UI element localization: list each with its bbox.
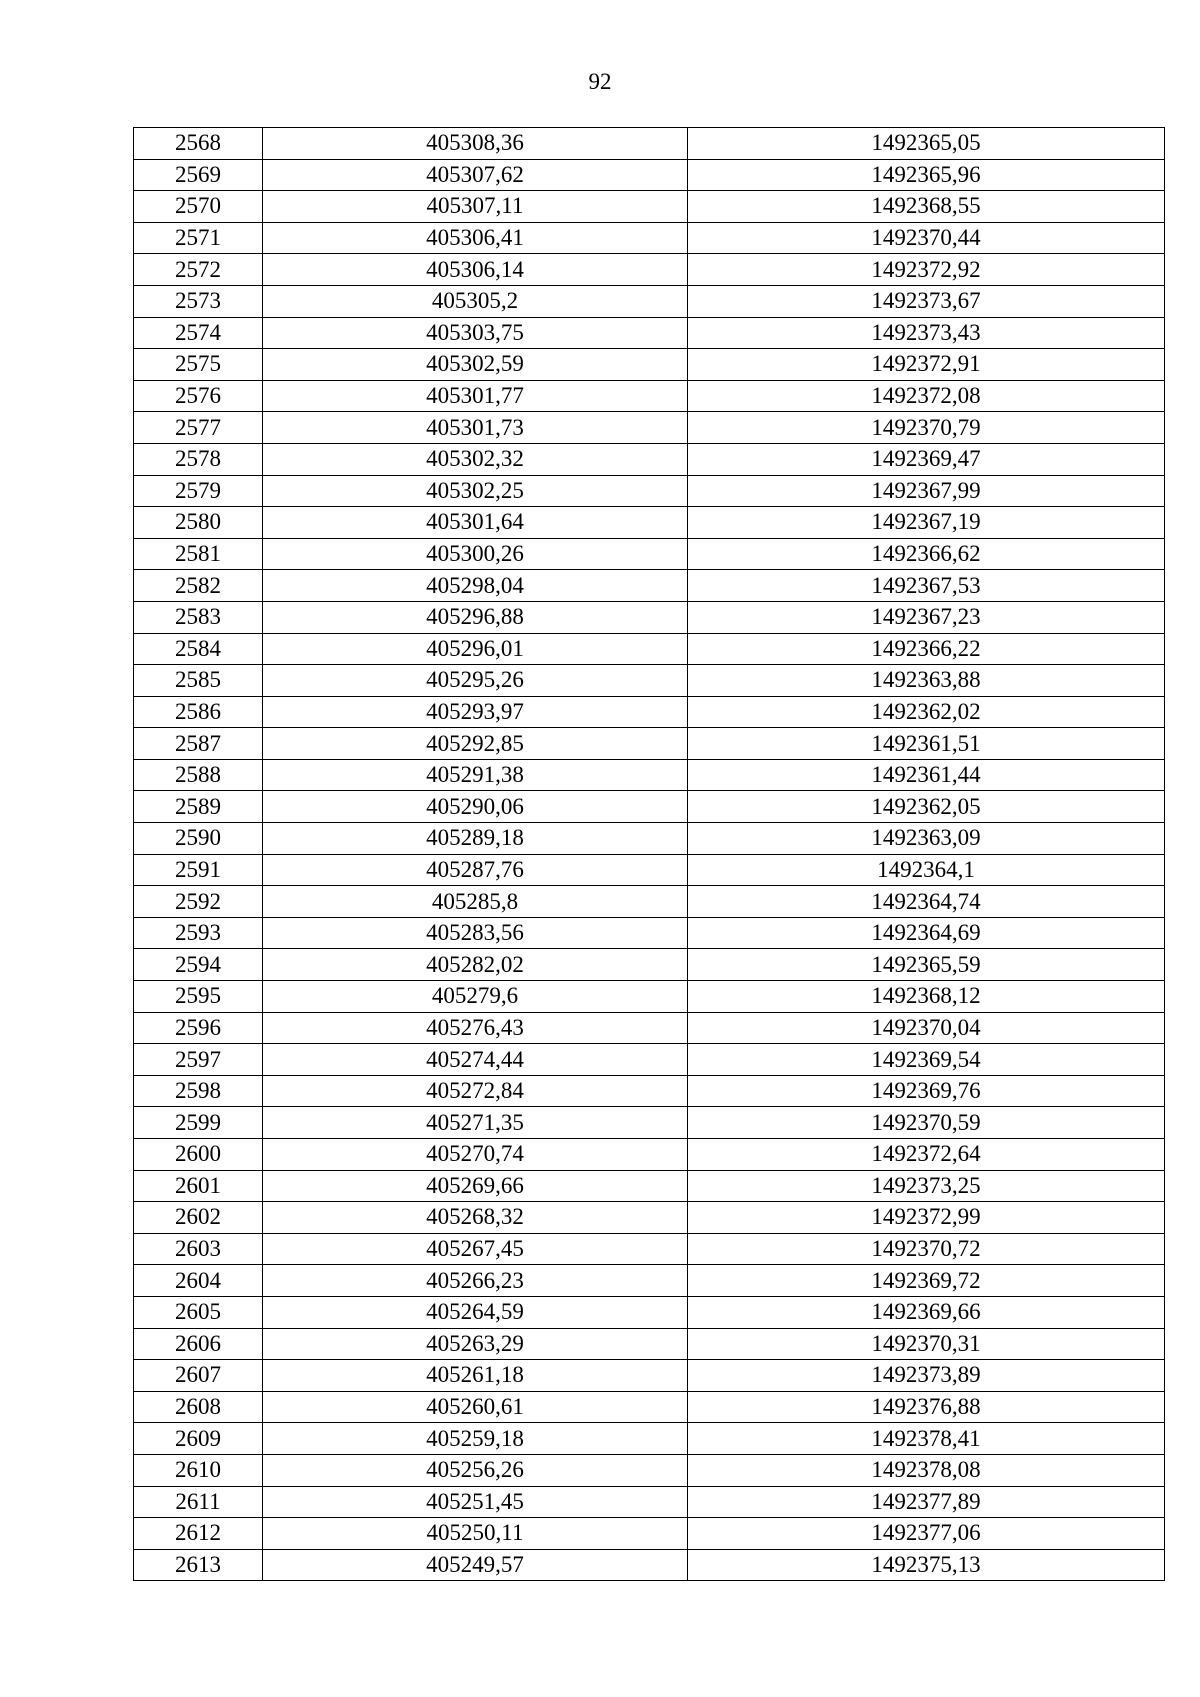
y-coordinate-cell: 1492362,02 [688, 696, 1165, 728]
point-number-cell: 2581 [134, 538, 263, 570]
table-row [134, 1044, 1165, 1076]
x-coordinate-cell: 405260,61 [263, 1391, 688, 1423]
y-coordinate-cell: 1492377,06 [688, 1518, 1165, 1550]
point-number-cell: 2612 [134, 1518, 263, 1550]
point-number-cell: 2596 [134, 1012, 263, 1044]
table-row [134, 538, 1165, 570]
table-row [134, 507, 1165, 539]
point-number-cell: 2574 [134, 317, 263, 349]
y-coordinate-cell: 1492368,12 [688, 981, 1165, 1013]
x-coordinate-cell: 405270,74 [263, 1139, 688, 1171]
table-row [134, 222, 1165, 254]
x-coordinate-cell: 405251,45 [263, 1486, 688, 1518]
y-coordinate-cell: 1492362,05 [688, 791, 1165, 823]
point-number-cell: 2603 [134, 1233, 263, 1265]
y-coordinate-cell: 1492378,41 [688, 1423, 1165, 1455]
y-coordinate-cell: 1492370,04 [688, 1012, 1165, 1044]
y-coordinate-cell: 1492377,89 [688, 1486, 1165, 1518]
x-coordinate-cell: 405264,59 [263, 1296, 688, 1328]
y-coordinate-cell: 1492365,59 [688, 949, 1165, 981]
x-coordinate-cell: 405272,84 [263, 1075, 688, 1107]
table-row [134, 728, 1165, 760]
y-coordinate-cell: 1492370,59 [688, 1107, 1165, 1139]
point-number-cell: 2613 [134, 1549, 263, 1581]
x-coordinate-cell: 405295,26 [263, 665, 688, 697]
point-number-cell: 2605 [134, 1296, 263, 1328]
table-row [134, 949, 1165, 981]
y-coordinate-cell: 1492364,1 [688, 854, 1165, 886]
point-number-cell: 2572 [134, 254, 263, 286]
x-coordinate-cell: 405271,35 [263, 1107, 688, 1139]
x-coordinate-cell: 405307,11 [263, 191, 688, 223]
point-number-cell: 2598 [134, 1075, 263, 1107]
x-coordinate-cell: 405274,44 [263, 1044, 688, 1076]
table-row [134, 1391, 1165, 1423]
x-coordinate-cell: 405292,85 [263, 728, 688, 760]
y-coordinate-cell: 1492369,76 [688, 1075, 1165, 1107]
x-coordinate-cell: 405261,18 [263, 1360, 688, 1392]
x-coordinate-cell: 405306,14 [263, 254, 688, 286]
x-coordinate-cell: 405308,36 [263, 128, 688, 160]
point-number-cell: 2580 [134, 507, 263, 539]
x-coordinate-cell: 405256,26 [263, 1454, 688, 1486]
x-coordinate-cell: 405301,77 [263, 380, 688, 412]
y-coordinate-cell: 1492373,25 [688, 1170, 1165, 1202]
point-number-cell: 2592 [134, 886, 263, 918]
table-row [134, 570, 1165, 602]
point-number-cell: 2573 [134, 285, 263, 317]
x-coordinate-cell: 405269,66 [263, 1170, 688, 1202]
x-coordinate-cell: 405298,04 [263, 570, 688, 602]
point-number-cell: 2583 [134, 601, 263, 633]
point-number-cell: 2576 [134, 380, 263, 412]
y-coordinate-cell: 1492370,31 [688, 1328, 1165, 1360]
y-coordinate-cell: 1492365,96 [688, 159, 1165, 191]
y-coordinate-cell: 1492370,79 [688, 412, 1165, 444]
table-row [134, 1233, 1165, 1265]
point-number-cell: 2568 [134, 128, 263, 160]
x-coordinate-cell: 405296,01 [263, 633, 688, 665]
y-coordinate-cell: 1492367,19 [688, 507, 1165, 539]
x-coordinate-cell: 405302,59 [263, 349, 688, 381]
table-row [134, 1075, 1165, 1107]
table-row [134, 1328, 1165, 1360]
table-row [134, 1107, 1165, 1139]
y-coordinate-cell: 1492361,44 [688, 759, 1165, 791]
x-coordinate-cell: 405303,75 [263, 317, 688, 349]
y-coordinate-cell: 1492376,88 [688, 1391, 1165, 1423]
y-coordinate-cell: 1492364,74 [688, 886, 1165, 918]
y-coordinate-cell: 1492378,08 [688, 1454, 1165, 1486]
y-coordinate-cell: 1492361,51 [688, 728, 1165, 760]
table-row [134, 254, 1165, 286]
x-coordinate-cell: 405282,02 [263, 949, 688, 981]
y-coordinate-cell: 1492369,66 [688, 1296, 1165, 1328]
x-coordinate-cell: 405285,8 [263, 886, 688, 918]
point-number-cell: 2609 [134, 1423, 263, 1455]
point-number-cell: 2602 [134, 1202, 263, 1234]
table-row [134, 1486, 1165, 1518]
table-row [134, 633, 1165, 665]
table-row [134, 1170, 1165, 1202]
table-row [134, 759, 1165, 791]
x-coordinate-cell: 405259,18 [263, 1423, 688, 1455]
y-coordinate-cell: 1492373,89 [688, 1360, 1165, 1392]
point-number-cell: 2591 [134, 854, 263, 886]
y-coordinate-cell: 1492364,69 [688, 917, 1165, 949]
table-row [134, 1202, 1165, 1234]
x-coordinate-cell: 405302,25 [263, 475, 688, 507]
table-row [134, 886, 1165, 918]
table-row [134, 159, 1165, 191]
table-row [134, 1265, 1165, 1297]
table-row [134, 1139, 1165, 1171]
y-coordinate-cell: 1492363,09 [688, 823, 1165, 855]
y-coordinate-cell: 1492363,88 [688, 665, 1165, 697]
x-coordinate-cell: 405276,43 [263, 1012, 688, 1044]
x-coordinate-cell: 405302,32 [263, 443, 688, 475]
y-coordinate-cell: 1492372,91 [688, 349, 1165, 381]
x-coordinate-cell: 405289,18 [263, 823, 688, 855]
x-coordinate-cell: 405287,76 [263, 854, 688, 886]
table-row [134, 191, 1165, 223]
point-number-cell: 2601 [134, 1170, 263, 1202]
table-row [134, 791, 1165, 823]
y-coordinate-cell: 1492370,72 [688, 1233, 1165, 1265]
table-row [134, 1012, 1165, 1044]
table-row [134, 1360, 1165, 1392]
x-coordinate-cell: 405279,6 [263, 981, 688, 1013]
y-coordinate-cell: 1492369,72 [688, 1265, 1165, 1297]
point-number-cell: 2611 [134, 1486, 263, 1518]
table-row [134, 981, 1165, 1013]
table-row [134, 443, 1165, 475]
table-row [134, 823, 1165, 855]
x-coordinate-cell: 405250,11 [263, 1518, 688, 1550]
x-coordinate-cell: 405305,2 [263, 285, 688, 317]
point-number-cell: 2582 [134, 570, 263, 602]
y-coordinate-cell: 1492367,99 [688, 475, 1165, 507]
table-row [134, 128, 1165, 160]
point-number-cell: 2590 [134, 823, 263, 855]
y-coordinate-cell: 1492372,99 [688, 1202, 1165, 1234]
table-row [134, 412, 1165, 444]
point-number-cell: 2593 [134, 917, 263, 949]
table-row [134, 475, 1165, 507]
coordinates-table [133, 127, 1165, 1581]
table-row [134, 1296, 1165, 1328]
point-number-cell: 2569 [134, 159, 263, 191]
point-number-cell: 2584 [134, 633, 263, 665]
page-number: 92 [588, 69, 612, 94]
x-coordinate-cell: 405266,23 [263, 1265, 688, 1297]
point-number-cell: 2570 [134, 191, 263, 223]
x-coordinate-cell: 405301,73 [263, 412, 688, 444]
table-row [134, 380, 1165, 412]
point-number-cell: 2586 [134, 696, 263, 728]
point-number-cell: 2571 [134, 222, 263, 254]
x-coordinate-cell: 405293,97 [263, 696, 688, 728]
x-coordinate-cell: 405291,38 [263, 759, 688, 791]
point-number-cell: 2599 [134, 1107, 263, 1139]
y-coordinate-cell: 1492375,13 [688, 1549, 1165, 1581]
point-number-cell: 2588 [134, 759, 263, 791]
table-row [134, 317, 1165, 349]
x-coordinate-cell: 405307,62 [263, 159, 688, 191]
y-coordinate-cell: 1492366,62 [688, 538, 1165, 570]
y-coordinate-cell: 1492369,54 [688, 1044, 1165, 1076]
y-coordinate-cell: 1492369,47 [688, 443, 1165, 475]
table-row [134, 349, 1165, 381]
point-number-cell: 2594 [134, 949, 263, 981]
table-row [134, 1518, 1165, 1550]
x-coordinate-cell: 405249,57 [263, 1549, 688, 1581]
y-coordinate-cell: 1492365,05 [688, 128, 1165, 160]
x-coordinate-cell: 405268,32 [263, 1202, 688, 1234]
point-number-cell: 2607 [134, 1360, 263, 1392]
table-row [134, 601, 1165, 633]
y-coordinate-cell: 1492368,55 [688, 191, 1165, 223]
x-coordinate-cell: 405296,88 [263, 601, 688, 633]
point-number-cell: 2608 [134, 1391, 263, 1423]
y-coordinate-cell: 1492367,23 [688, 601, 1165, 633]
table-row [134, 696, 1165, 728]
y-coordinate-cell: 1492373,67 [688, 285, 1165, 317]
point-number-cell: 2578 [134, 443, 263, 475]
point-number-cell: 2606 [134, 1328, 263, 1360]
point-number-cell: 2595 [134, 981, 263, 1013]
x-coordinate-cell: 405300,26 [263, 538, 688, 570]
point-number-cell: 2585 [134, 665, 263, 697]
y-coordinate-cell: 1492367,53 [688, 570, 1165, 602]
point-number-cell: 2604 [134, 1265, 263, 1297]
point-number-cell: 2589 [134, 791, 263, 823]
table-row [134, 285, 1165, 317]
x-coordinate-cell: 405290,06 [263, 791, 688, 823]
y-coordinate-cell: 1492372,64 [688, 1139, 1165, 1171]
y-coordinate-cell: 1492370,44 [688, 222, 1165, 254]
table-row [134, 1454, 1165, 1486]
point-number-cell: 2575 [134, 349, 263, 381]
table-row [134, 665, 1165, 697]
x-coordinate-cell: 405301,64 [263, 507, 688, 539]
point-number-cell: 2600 [134, 1139, 263, 1171]
point-number-cell: 2587 [134, 728, 263, 760]
point-number-cell: 2577 [134, 412, 263, 444]
x-coordinate-cell: 405267,45 [263, 1233, 688, 1265]
y-coordinate-cell: 1492366,22 [688, 633, 1165, 665]
table-row [134, 854, 1165, 886]
x-coordinate-cell: 405283,56 [263, 917, 688, 949]
point-number-cell: 2597 [134, 1044, 263, 1076]
x-coordinate-cell: 405306,41 [263, 222, 688, 254]
table-row [134, 1423, 1165, 1455]
coordinates-table-body [134, 128, 1165, 1581]
table-row [134, 917, 1165, 949]
y-coordinate-cell: 1492373,43 [688, 317, 1165, 349]
point-number-cell: 2579 [134, 475, 263, 507]
x-coordinate-cell: 405263,29 [263, 1328, 688, 1360]
y-coordinate-cell: 1492372,92 [688, 254, 1165, 286]
y-coordinate-cell: 1492372,08 [688, 380, 1165, 412]
point-number-cell: 2610 [134, 1454, 263, 1486]
table-row [134, 1549, 1165, 1581]
